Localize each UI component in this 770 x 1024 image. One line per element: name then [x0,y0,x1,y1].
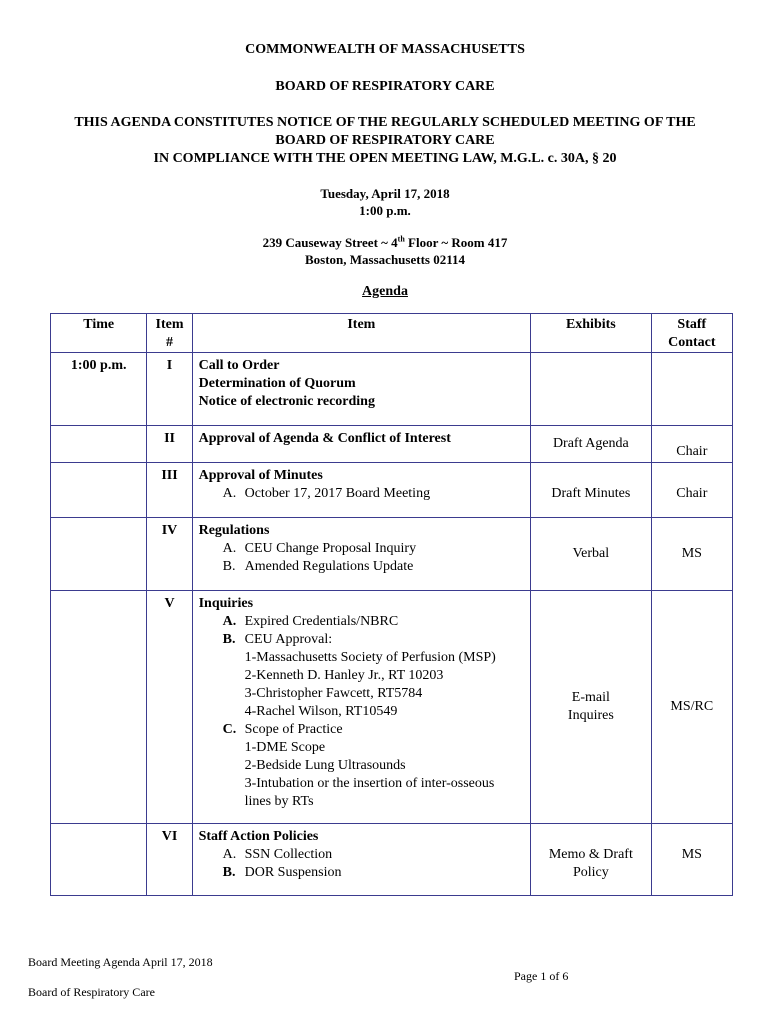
header-time: Time [51,314,147,353]
meeting-date: Tuesday, April 17, 2018 [320,186,450,201]
footer-meeting-label: Board Meeting Agenda April 17, 2018 [28,955,213,969]
exhibit-line: Inquires [567,708,614,723]
sub-item [199,485,530,503]
item-title: Approval of Agenda & Conflict of Interest [198,431,451,446]
row-exhibits [531,591,652,824]
sub-item-label: B. [222,865,236,880]
address-superscript: th [397,234,405,244]
row-time [51,426,147,463]
sub-item-label: A. [222,847,237,862]
row-exhibits: Draft Agenda [531,426,652,463]
sub-item [199,540,530,558]
row-item-number: V [147,591,192,824]
meeting-city: Boston, Massachusetts 02114 [305,252,465,267]
nested-item: 2-Bedside Lung Ultrasounds [244,758,406,773]
sub-item [199,721,530,739]
row-exhibits [531,353,652,426]
row-time [51,463,147,518]
sub-item-label: A. [222,541,237,556]
header-item-number [147,314,192,353]
sub-item [199,631,530,649]
item-title: Call to Order [198,358,280,373]
meeting-address [0,234,770,251]
row-item [192,591,530,824]
row-staff: MS [651,518,732,591]
commonwealth-heading: COMMONWEALTH OF MASSACHUSETTS [245,42,525,57]
sub-item [199,864,530,882]
row-item [192,463,530,518]
nested-item: 4-Rachel Wilson, RT10549 [244,704,398,719]
item-title: Notice of electronic recording [198,394,375,409]
row-item [192,353,530,426]
item-title: Staff Action Policies [198,829,319,844]
sub-item [199,613,530,631]
item-title: Determination of Quorum [198,376,356,391]
header-staff-contact [651,314,732,353]
row-item [192,518,530,591]
table-row [51,426,733,463]
row-item-number: I [147,353,192,426]
sub-item-label: A. [222,486,237,501]
sub-item-label: B. [222,559,236,574]
agenda-table [50,313,733,896]
row-staff: MS [651,824,732,896]
sub-item-text: Scope of Practice [244,722,343,737]
row-item [192,824,530,896]
exhibit-line: Policy [572,865,609,880]
footer-page-number: Page 1 of 6 [514,969,569,983]
agenda-title [0,283,770,301]
table-row [51,463,733,518]
notice-line-2: BOARD OF RESPIRATORY CARE [275,133,495,148]
meeting-time: 1:00 p.m. [359,203,411,218]
exhibit-line: E-mail [571,690,610,705]
header-item: Item [192,314,530,353]
sub-item-label: A. [222,614,237,629]
sub-item [199,846,530,864]
sub-item [199,558,530,576]
row-time: 1:00 p.m. [51,353,147,426]
address-start: 239 Causeway Street ~ 4 [262,235,398,250]
row-staff: Chair [651,426,732,463]
notice-line-1: THIS AGENDA CONSTITUTES NOTICE OF THE REGULARLY SCHEDULED MEETING OF THE [74,115,696,130]
row-exhibits [531,824,652,896]
row-exhibits: Verbal [531,518,652,591]
row-exhibits: Draft Minutes [531,463,652,518]
header-staff-line2: Contact [668,335,716,350]
row-item-number: III [147,463,192,518]
table-row [51,353,733,426]
sub-item-label: B. [222,632,236,647]
sub-item-text: October 17, 2017 Board Meeting [244,486,431,501]
item-title: Regulations [198,523,270,538]
agenda-title-text: Agenda [362,284,408,299]
nested-item: 3-Intubation or the insertion of inter-osseous [244,776,495,791]
row-time [51,591,147,824]
item-title: Approval of Minutes [198,468,323,483]
notice-line-3: IN COMPLIANCE WITH THE OPEN MEETING LAW, M.G.L. c. 30A, § 20 [153,151,617,166]
sub-item-label: C. [222,722,237,737]
header-exhibits: Exhibits [531,314,652,353]
sub-item-text: SSN Collection [244,847,333,862]
footer-board-label: Board of Respiratory Care [28,985,155,999]
row-item-number: IV [147,518,192,591]
address-end: Floor ~ Room 417 [404,235,508,250]
nested-item: 1-Massachusetts Society of Perfusion (MSP) [244,650,496,665]
sub-item-text: Amended Regulations Update [244,559,414,574]
sub-item-text: DOR Suspension [244,865,342,880]
exhibit-line: Memo & Draft [548,847,633,862]
row-item [192,426,530,463]
header-item-number-line1: Item [155,317,184,332]
row-staff: Chair [651,463,732,518]
item-title: Inquiries [198,596,254,611]
row-staff [651,353,732,426]
row-time [51,824,147,896]
row-staff: MS/RC [651,591,732,824]
row-time [51,518,147,591]
nested-item: 3-Christopher Fawcett, RT5784 [244,686,423,701]
table-row [51,824,733,896]
sub-item-text: CEU Change Proposal Inquiry [244,541,417,556]
sub-item-text: Expired Credentials/NBRC [244,614,399,629]
header-staff-line1: Staff [677,317,707,332]
sub-item-text: CEU Approval: [244,632,333,647]
nested-item: lines by RTs [244,794,314,809]
header-item-number-line2: # [166,335,174,350]
nested-item: 2-Kenneth D. Hanley Jr., RT 10203 [244,668,444,683]
table-row [51,518,733,591]
row-item-number: VI [147,824,192,896]
board-heading: BOARD OF RESPIRATORY CARE [275,79,495,94]
table-header-row [51,314,733,353]
row-item-number: II [147,426,192,463]
table-row [51,591,733,824]
nested-item: 1-DME Scope [244,740,326,755]
